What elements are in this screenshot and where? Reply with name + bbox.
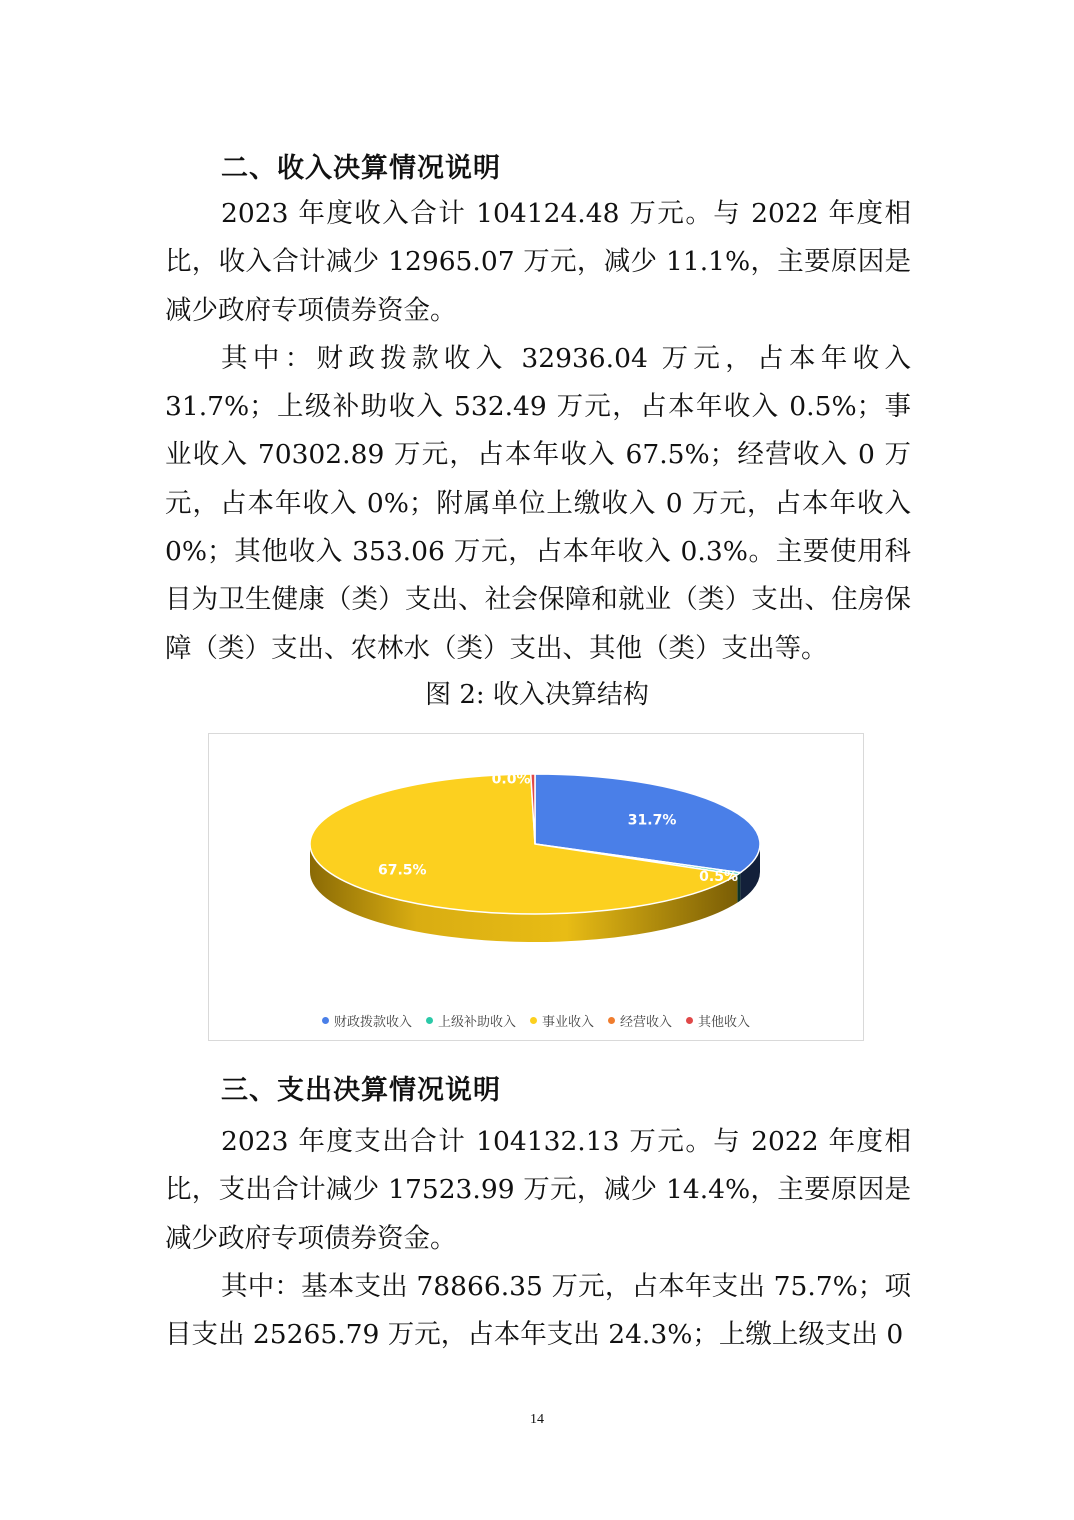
legend-label: 事业收入 [541, 1015, 594, 1030]
legend-swatch [686, 1017, 693, 1024]
expense-summary-text: 2023 年度支出合计 104132.13 万元。与 2022 年度相比，支出合计减少 17523.99 万元，减少 14.4%，主要原因是减少政府专项债券资金。 [165, 1126, 911, 1254]
section-heading-expense: 三、支出决算情况说明 [221, 1075, 501, 1106]
income-paragraphs [165, 190, 911, 673]
page-number: 14 [530, 1412, 544, 1427]
chart-legend [209, 1011, 863, 1030]
income-summary-text: 2023 年度收入合计 104124.48 万元。与 2022 年度相比，收入合计减少 12965.07 万元，减少 11.1%，主要原因是减少政府专项债券资金。 [165, 198, 911, 326]
income-breakdown-text: 其中：财政拨款收入 32936.04 万元，占本年收入 31.7%；上级补助收入 532.49 万元，占本年收入 0.5%；事业收入 70302.89 万元，占本年收入 67.5%；经营收入 0 万元，占本年收入 0%；附属单位上缴收入 0 万元，占本年收入 0%；其他收入 353.06 万元，占本年收入 0.3%。主要使用科目为卫生健康（类）支出、社会保障和就业（类）支出、住房保障（类）支出、农林水（类）支出、其他（类）支出等。 [165, 342, 911, 664]
pie-chart-svg [209, 734, 863, 1004]
legend-item-事业收入 [530, 1011, 594, 1030]
legend-swatch [426, 1017, 433, 1024]
income-pie-chart [208, 733, 864, 1041]
figure-caption: 图 2: 收入决算结构 [425, 680, 649, 710]
legend-label: 上级补助收入 [437, 1015, 516, 1030]
legend-item-其他收入 [686, 1011, 750, 1030]
legend-item-经营收入 [608, 1011, 672, 1030]
pie-label-事业收入: 67.5% [377, 862, 427, 879]
legend-item-上级补助收入 [426, 1011, 516, 1030]
section-heading-income: 二、收入决算情况说明 [221, 153, 501, 184]
legend-label: 财政拨款收入 [333, 1015, 412, 1030]
legend-label: 经营收入 [620, 1015, 673, 1030]
expense-paragraphs [165, 1118, 911, 1359]
legend-swatch [322, 1017, 329, 1024]
legend-swatch [608, 1017, 615, 1024]
legend-label: 其他收入 [698, 1015, 751, 1030]
pie-label-经营收入: 0.0% [491, 771, 531, 788]
pie-label-财政拨款收入: 31.7% [627, 812, 677, 829]
legend-swatch [530, 1017, 537, 1024]
legend-item-财政拨款收入 [322, 1011, 412, 1030]
pie-label-上级补助收入: 0.5% [699, 869, 738, 886]
expense-breakdown-text: 其中：基本支出 78866.35 万元，占本年支出 75.7%；项目支出 25265.79 万元，占本年支出 24.3%；上缴上级支出 0 [165, 1270, 911, 1351]
